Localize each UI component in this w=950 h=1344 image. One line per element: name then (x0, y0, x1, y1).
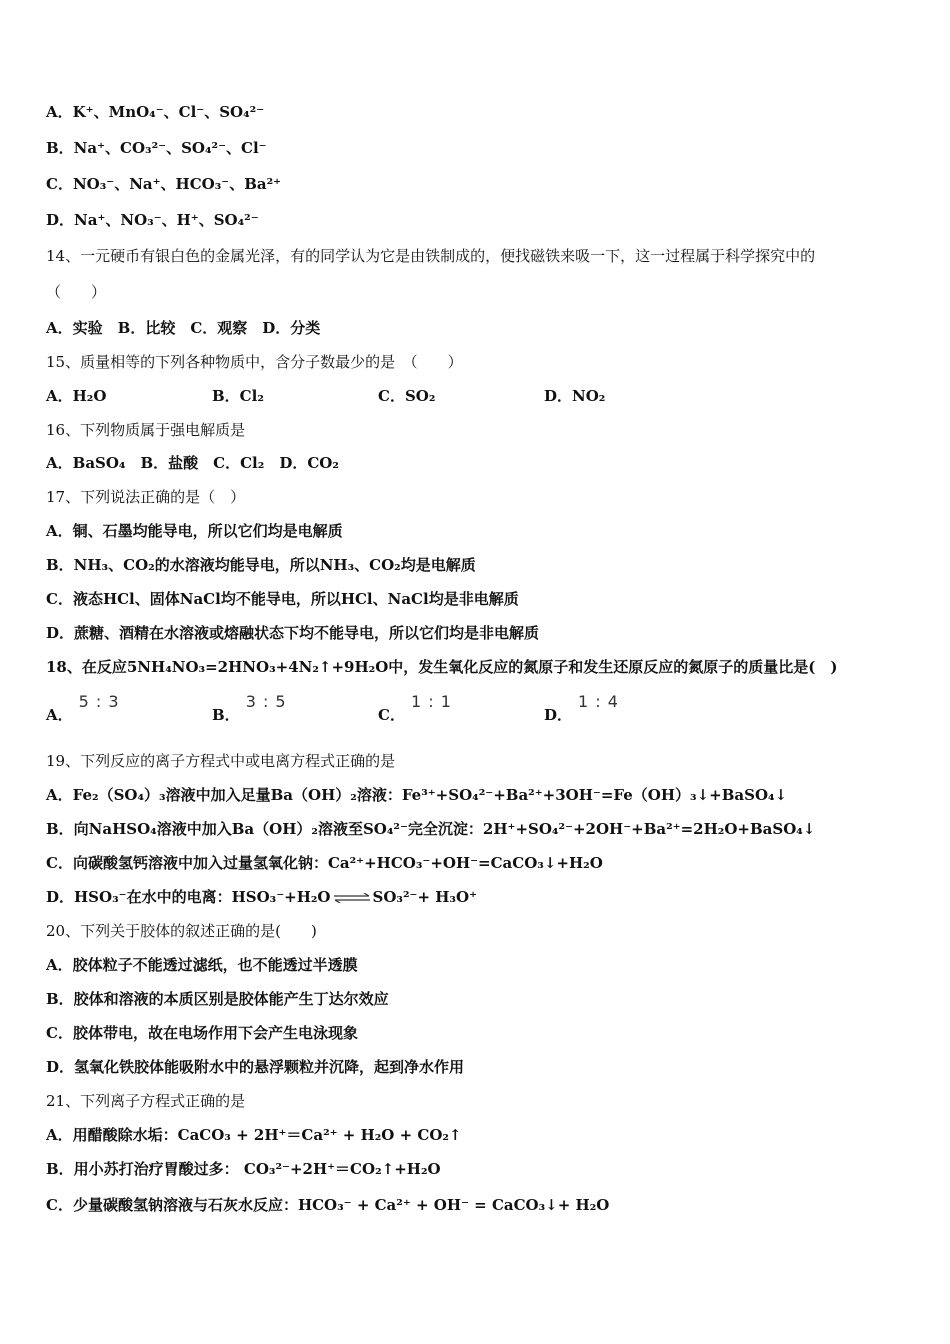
q18-option-a (46, 692, 212, 725)
q13-option-d: D．Na⁺、NO₃⁻、H⁺、SO₄²⁻ (46, 211, 259, 229)
q13-option-c: C．NO₃⁻、Na⁺、HCO₃⁻、Ba²⁺ (46, 175, 282, 193)
q15-option-a: A．H₂O (46, 387, 107, 405)
q15-option-b: B．Cl₂ (212, 387, 264, 405)
q21-option-b: B．用小苏打治疗胃酸过多： CO₃²⁻+2H⁺＝CO₂↑+H₂O (46, 1160, 441, 1178)
q15-option-d: D．NO₂ (544, 387, 606, 405)
q19-option-c: C．向碳酸氢钙溶液中加入过量氢氧化钠：Ca²⁺+HCO₃⁻+OH⁻=CaCO₃↓+H₂O (46, 854, 603, 872)
q21-stem: 21、下列离子方程式正确的是 (46, 1092, 246, 1110)
q20-stem: 20、下列关于胶体的叙述正确的是( ) (46, 922, 317, 940)
q21-option-c: C．少量碳酸氢钠溶液与石灰水反应：HCO₃⁻ + Ca²⁺ + OH⁻ = CaCO₃↓+ H₂O (46, 1196, 610, 1214)
q14-stem-cont: （ ） (46, 283, 107, 301)
q18-options (46, 692, 920, 725)
q18-stem: 18、在反应5NH₄NO₃=2HNO₃+4N₂↑+9H₂O中，发生氧化反应的氮原子和发生还原反应的氮原子的质量比是( ) (46, 658, 838, 676)
q16-options: A．BaSO₄ B．盐酸 C．Cl₂ D．CO₂ (46, 454, 339, 472)
q17-option-d: D．蔗糖、酒精在水溶液或熔融状态下均不能导电，所以它们均是非电解质 (46, 624, 540, 642)
q18-option-b (212, 692, 378, 725)
equilibrium-arrow-icon (333, 893, 371, 903)
q19-option-b: B．向NaHSO₄溶液中加入Ba（OH）₂溶液至SO₄²⁻完全沉淀：2H⁺+SO₄²⁻+2OH⁻+Ba²⁺=2H₂O+BaSO₄↓ (46, 820, 816, 838)
q20-option-c: C．胶体带电，故在电场作用下会产生电泳现象 (46, 1024, 358, 1042)
q19-option-a: A．Fe₂（SO₄）₃溶液中加入足量Ba（OH）₂溶液：Fe³⁺+SO₄²⁻+Ba²⁺+3OH⁻=Fe（OH）₃↓+BaSO₄↓ (46, 786, 788, 804)
q21-option-a: A．用醋酸除水垢：CaCO₃ + 2H⁺＝Ca²⁺ + H₂O + CO₂↑ (46, 1126, 462, 1144)
q18-ratio-a: 5 : 3 (78, 692, 120, 711)
q17-option-b: B．NH₃、CO₂的水溶液均能导电，所以NH₃、CO₂均是电解质 (46, 556, 476, 574)
q15-stem: 15、质量相等的下列各种物质中，含分子数最少的是 （ ） (46, 353, 463, 371)
q18-label-a: A． (46, 706, 73, 724)
q18-ratio-d: 1 : 4 (578, 692, 619, 711)
q19-option-d-right: SO₃²⁻+ H₃O⁺ (372, 888, 477, 906)
q18-option-d (544, 692, 619, 725)
q13-option-b: B．Na⁺、CO₃²⁻、SO₄²⁻、Cl⁻ (46, 139, 267, 157)
q20-option-d: D．氢氧化铁胶体能吸附水中的悬浮颗粒并沉降，起到净水作用 (46, 1058, 465, 1076)
q18-label-c: C． (378, 706, 405, 724)
q18-ratio-c: 1 : 1 (410, 692, 452, 711)
q20-option-a: A．胶体粒子不能透过滤纸，也不能透过半透膜 (46, 956, 358, 974)
q18-ratio-b: 3 : 5 (245, 692, 287, 711)
q15-options (46, 386, 920, 406)
q15-option-c: C．SO₂ (378, 387, 436, 405)
q14-options: A．实验 B．比较 C．观察 D．分类 (46, 319, 321, 337)
q18-option-c (378, 692, 544, 725)
q18-label-b: B． (212, 706, 240, 724)
q18-label-d: D． (544, 706, 573, 724)
q17-stem: 17、下列说法正确的是（ ） (46, 488, 246, 506)
q20-option-b: B．胶体和溶液的本质区别是胶体能产生丁达尔效应 (46, 990, 389, 1008)
q17-option-a: A．铜、石墨均能导电，所以它们均是电解质 (46, 522, 343, 540)
q14-stem: 14、一元硬币有银白色的金属光泽，有的同学认为它是由铁制成的，便找磁铁来吸一下，这一过程属于科学探究中的 (46, 247, 816, 265)
q19-option-d (46, 887, 920, 907)
q16-stem: 16、下列物质属于强电解质是 (46, 421, 246, 439)
q19-stem: 19、下列反应的离子方程式中或电离方程式正确的是 (46, 752, 396, 770)
q17-option-c: C．液态HCl、固体NaCl均不能导电，所以HCl、NaCl均是非电解质 (46, 590, 519, 608)
q13-option-a: A．K⁺、MnO₄⁻、Cl⁻、SO₄²⁻ (46, 103, 265, 121)
q19-option-d-left: D．HSO₃⁻在水中的电离：HSO₃⁻+H₂O (46, 888, 331, 906)
